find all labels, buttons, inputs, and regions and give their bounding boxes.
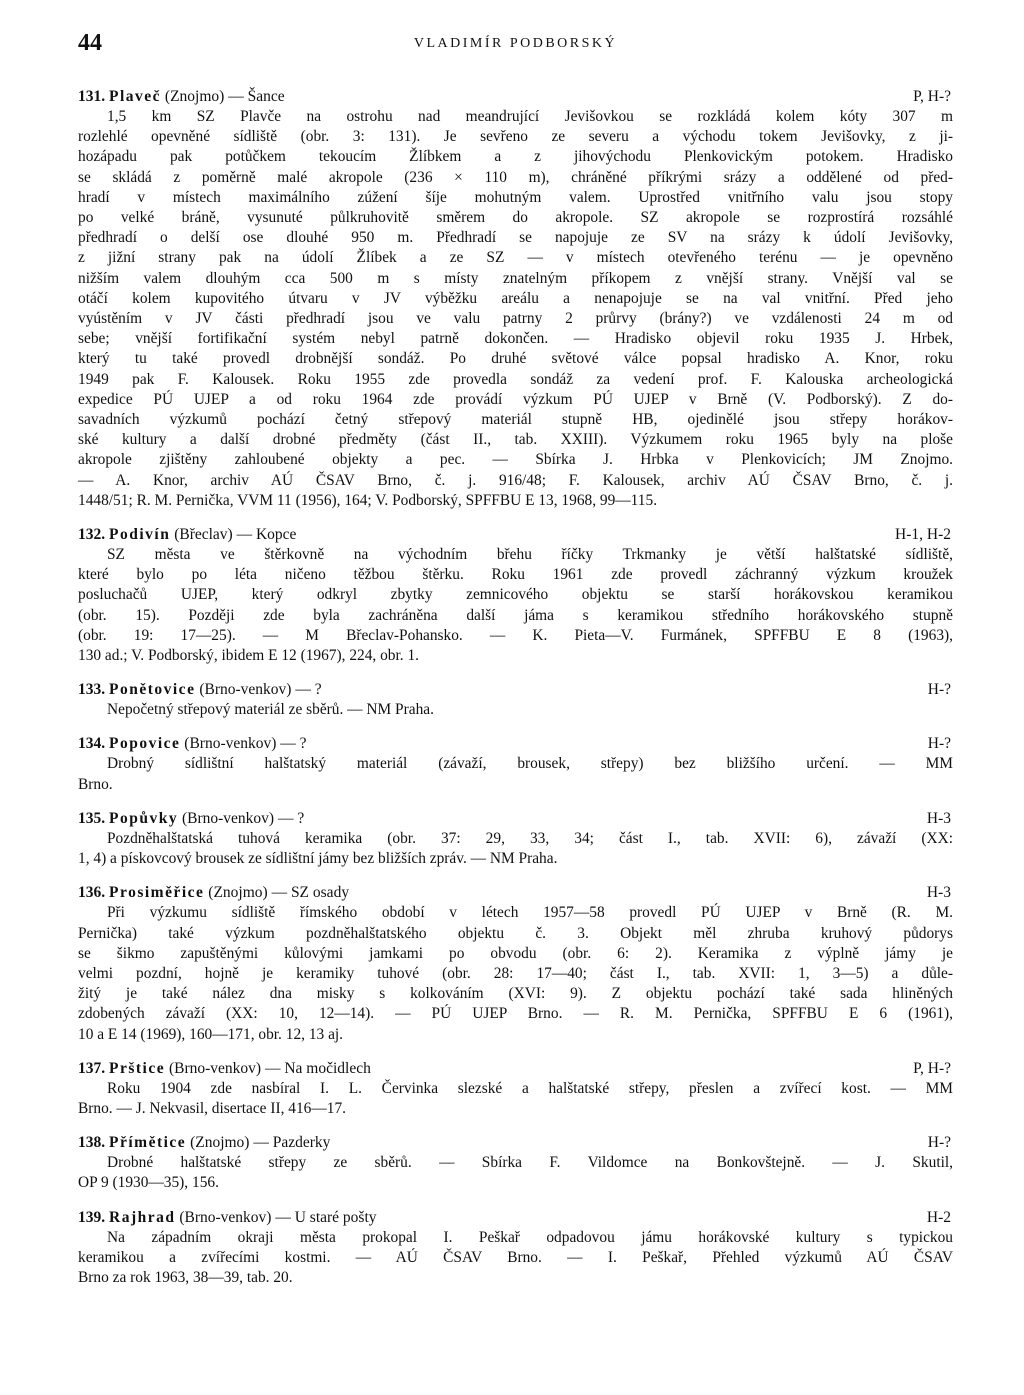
entry-number: 139.: [78, 1208, 106, 1226]
entry-title: [78, 86, 285, 107]
text-line: se šikmo zapuštěnými kůlovými jamkami po obvodu (obr. 6: 2). Keramika z výplně jámy je: [78, 944, 953, 962]
entry-site: — Šance: [228, 88, 285, 105]
entry-site: — ?: [280, 735, 307, 753]
text-line: Drobné halštatské střepy ze sběrů. — Sbírka F. Vildomce na Bonkovštejně. — J. Skutil,: [107, 1154, 953, 1172]
entry-period: H-3: [926, 884, 951, 902]
site-entry: [78, 808, 953, 869]
entry-text: [78, 903, 953, 1044]
text-line: Pozdněhalštatská tuhová keramika (obr. 37: 29, 33, 34; část I., tab. XVII: 6), závaží (XX:: [107, 829, 953, 847]
text-line: se skládá z poměrně malé akropole (236 × 110 m), chráněné příkrými srázy a oddělené od před-: [78, 168, 953, 186]
entry-period: H-?: [927, 735, 951, 753]
entry-text: [78, 700, 953, 720]
entry-heading: [78, 1058, 953, 1079]
text-line: Nepočetný střepový materiál ze sběrů. — NM Praha.: [107, 701, 434, 719]
entry-locality: Rajhrad: [109, 1208, 176, 1226]
text-line: Brno. — J. Nekvasil, disertace II, 416—17.: [78, 1099, 346, 1117]
site-entry: [78, 1058, 953, 1119]
text-line: zdobených závaží (XX: 10, 12—14). — PÚ UJEP Brno. — R. M. Pernička, SPFFBU E 6 (1961),: [78, 1005, 953, 1023]
site-entry: [78, 86, 953, 511]
entry-title: [78, 733, 307, 754]
text-line: z jižní strany pak na údolí Žlíbek a ze SZ — v místech otevřeného terénu — je opevněno: [78, 249, 953, 267]
entry-locality: Prštice: [109, 1059, 166, 1077]
entry-district: (Brno-venkov): [181, 809, 275, 827]
entry-district: (Znojmo): [208, 884, 268, 902]
site-entry: [78, 1207, 953, 1289]
text-line: keramikou a zvířecími kostmi. — AÚ ČSAV Brno. — I. Peškař, Přehled výzkumů AÚ ČSAV: [78, 1248, 953, 1266]
site-entry: [78, 1132, 953, 1193]
entry-locality: Přímětice: [109, 1134, 187, 1152]
entry-district: (Znojmo): [164, 88, 225, 105]
entry-text: [78, 107, 953, 511]
text-line: velmi pozdní, hojně je keramiky tuhové (obr. 28: 17—40; část I., tab. XVII: 1, 3—5) a důle-: [78, 964, 953, 982]
text-line: akropole zjištěny zahloubené objekty a pec. — Sbírka J. Hrbka v Plenkovicích; JM Znojmo.: [78, 451, 953, 469]
entry-title: [78, 882, 349, 903]
text-line: hradí v místech maximálního zúžení šíje mohutným valem. Uprostřed vnitřního valu jsou stopy: [78, 188, 953, 206]
entry-period: H-2: [926, 1208, 951, 1226]
entry-heading: [78, 86, 953, 107]
text-line: Při výzkumu sídliště římského období v létech 1957—58 provedl PÚ UJEP v Brně (R. M.: [107, 904, 953, 922]
entry-site: — SZ osady: [271, 884, 350, 902]
site-entry: [78, 524, 953, 666]
entry-locality: Plaveč: [109, 88, 162, 105]
entry-district: (Brno-venkov): [168, 1059, 262, 1077]
entry-text: [78, 1079, 953, 1119]
document-page: [78, 30, 953, 1301]
text-line: OP 9 (1930—35), 156.: [78, 1174, 219, 1192]
entry-period: H-?: [927, 1134, 951, 1152]
text-line: sebe; vnější fortifikační systém nebyl patrně dokončen. — Hradisko objevil roku 1935 J. Hrbek,: [78, 330, 953, 348]
site-entry: [78, 679, 953, 720]
entry-district: (Brno-venkov): [184, 735, 277, 753]
text-line: savadních výzkumů pochází četný střepový materiál stupně HB, ojedinělé jsou střepy horákov-: [78, 411, 953, 429]
entry-title: [78, 1132, 330, 1153]
entry-number: 134.: [78, 735, 106, 753]
entry-district: (Brno-venkov): [179, 1208, 272, 1226]
entry-number: 133.: [78, 681, 106, 699]
text-line: žitý je také nález dna misky s kolkováním (XVI: 9). Z objektu pochází také sada hliněných: [78, 985, 953, 1003]
entry-site: — Na močidlech: [264, 1059, 371, 1077]
entry-title: [78, 1058, 371, 1079]
text-line: který tu také provedl drobnější sondáž. Po druhé světové válce popsal hradisko A. Knor, roku: [78, 350, 953, 368]
entry-number: 131.: [78, 88, 106, 105]
text-line: které bylo po léta ničeno těžbou štěrku. Roku 1961 zde provedl záchranný výzkum kroužek: [78, 566, 953, 584]
text-line: 1, 4) a pískovcový brousek ze sídlištní jámy bez bližších zpráv. — NM Praha.: [78, 850, 558, 868]
entry-locality: Popovice: [109, 735, 181, 753]
text-line: po velké bráně, vysunuté půlkruhovitě směrem do akropole. SZ akropole se rozprostírá rozsáhlé: [78, 209, 953, 227]
text-line: posluchačů UJEP, který odkryl zbytky zemnicového objektu se starší horákovskou keramikou: [78, 586, 953, 604]
page-header: [78, 30, 953, 64]
text-line: — A. Knor, archiv AÚ ČSAV Brno, č. j. 916/48; F. Kalousek, archiv AÚ ČSAV Brno, č. j.: [78, 471, 953, 489]
text-line: ské kultury a další drobné předměty (část II., tab. XXIII). Výzkumem roku 1965 byly na ploše: [78, 431, 953, 449]
entry-district: (Znojmo): [190, 1134, 250, 1152]
entry-period: H-1, H-2: [895, 526, 951, 544]
text-line: Brno.: [78, 775, 113, 793]
text-line: Pernička) také výzkum pozdněhalštatského objektu č. 3. Objekt měl zhruba kruhový půdorys: [78, 924, 953, 942]
entry-text: [78, 829, 953, 869]
entry-heading: [78, 733, 953, 754]
text-line: SZ města ve štěrkovně na východním břehu říčky Trkmanky je větší halštatské sídliště,: [107, 546, 953, 564]
entry-text: [78, 545, 953, 666]
entry-period: P, H-?: [913, 88, 951, 105]
text-line: vyústěním v JV části předhradí jsou ve valu patrny 2 průrvy (brány?) ve vzdálenosti 24 m od: [78, 310, 953, 328]
entry-title: [78, 1207, 377, 1228]
entry-title: [78, 524, 296, 545]
entry-number: 135.: [78, 809, 106, 827]
text-line: hozápadu pak potůčkem tekoucím Žlíbkem a z jihovýchodu Plenkovickým potokem. Hradisko: [78, 148, 953, 166]
entry-title: [78, 808, 304, 829]
entry-site: — ?: [295, 681, 322, 699]
text-line: 1949 pak F. Kalousek. Roku 1955 zde provedla sondáž za vedení prof. F. Kalouska archeologická: [78, 370, 953, 388]
entry-site: — Kopce: [236, 526, 297, 544]
entry-text: [78, 1228, 953, 1289]
entry-text: [78, 754, 953, 794]
text-line: (obr. 19: 17—25). — M Břeclav-Pohansko. — K. Pieta—V. Furmánek, SPFFBU E 8 (1963),: [78, 626, 953, 644]
entry-site: — ?: [277, 809, 305, 827]
entry-list: [78, 86, 953, 1288]
entry-text: [78, 1153, 953, 1193]
text-line: Drobný sídlištní halštatský materiál (závaží, brousek, střepy) bez bližšího určení. — MM: [107, 755, 953, 773]
text-line: otáčí kolem kupovitého útvaru v JV výběžku areálu a nenapojuje se na val vnitřní. Před jeho: [78, 289, 953, 307]
entry-period: H-?: [927, 681, 951, 699]
text-line: Brno za rok 1963, 38—39, tab. 20.: [78, 1268, 293, 1286]
entry-heading: [78, 882, 953, 903]
entry-number: 132.: [78, 526, 106, 544]
text-line: rozlehlé opevněné sídliště (obr. 3: 131). Je sevřeno ze severu a východu tokem Jevišovky, z ji-: [78, 128, 953, 146]
entry-number: 138.: [78, 1134, 106, 1152]
site-entry: [78, 733, 953, 794]
text-line: předhradí o delší ose dlouhé 950 m. Předhradí se napojuje ze SV na srázy k údolí Jevišovky,: [78, 229, 953, 247]
entry-period: H-3: [926, 809, 951, 827]
entry-district: (Břeclav): [174, 526, 233, 544]
text-line: expedice PÚ UJEP a od roku 1964 zde provádí výzkum PÚ UJEP v Brně (V. Podborský). Z do-: [78, 390, 953, 408]
page-number: 44: [78, 30, 102, 56]
entry-number: 137.: [78, 1059, 106, 1077]
entry-locality: Prosiměřice: [109, 884, 205, 902]
entry-heading: [78, 524, 953, 545]
entry-locality: Ponětovice: [109, 681, 196, 699]
entry-number: 136.: [78, 884, 106, 902]
entry-heading: [78, 1132, 953, 1153]
entry-locality: Popůvky: [109, 809, 179, 827]
text-line: 1,5 km SZ Plavče na ostrohu nad meandrující Jevišovkou se rozkládá kolem kóty 307 m: [107, 108, 953, 125]
entry-district: (Brno-venkov): [199, 681, 292, 699]
text-line: Roku 1904 zde nasbíral I. L. Červinka slezské a halštatské střepy, přeslen a zvířecí kost. — MM: [107, 1079, 953, 1097]
site-entry: [78, 882, 953, 1044]
running-head: VLADIMÍR PODBORSKÝ: [413, 36, 618, 51]
text-line: nižším valem dlouhým cca 500 m s místy znatelným příkopem z vnější strany. Vnější val se: [78, 269, 953, 287]
text-line: 10 a E 14 (1969), 160—171, obr. 12, 13 aj.: [78, 1025, 344, 1043]
entry-title: [78, 679, 322, 700]
text-line: Na západním okraji města prokopal I. Peškař odpadovou jámu horákovské kultury s typickou: [107, 1228, 953, 1246]
entry-heading: [78, 808, 953, 829]
text-line: 1448/51; R. M. Pernička, VVM 11 (1956), 164; V. Podborský, SPFFBU E 13, 1968, 99—115.: [78, 491, 658, 509]
entry-heading: [78, 1207, 953, 1228]
text-line: 130 ad.; V. Podborský, ibidem E 12 (1967), 224, obr. 1.: [78, 647, 420, 665]
entry-site: — Pazderky: [253, 1134, 331, 1152]
entry-period: P, H-?: [913, 1059, 951, 1077]
entry-site: — U staré pošty: [275, 1208, 377, 1226]
entry-heading: [78, 679, 953, 700]
entry-locality: Podivín: [109, 526, 171, 544]
text-line: (obr. 15). Později zde byla zachráněna další jáma s keramikou středního horákovského stupně: [78, 606, 953, 624]
